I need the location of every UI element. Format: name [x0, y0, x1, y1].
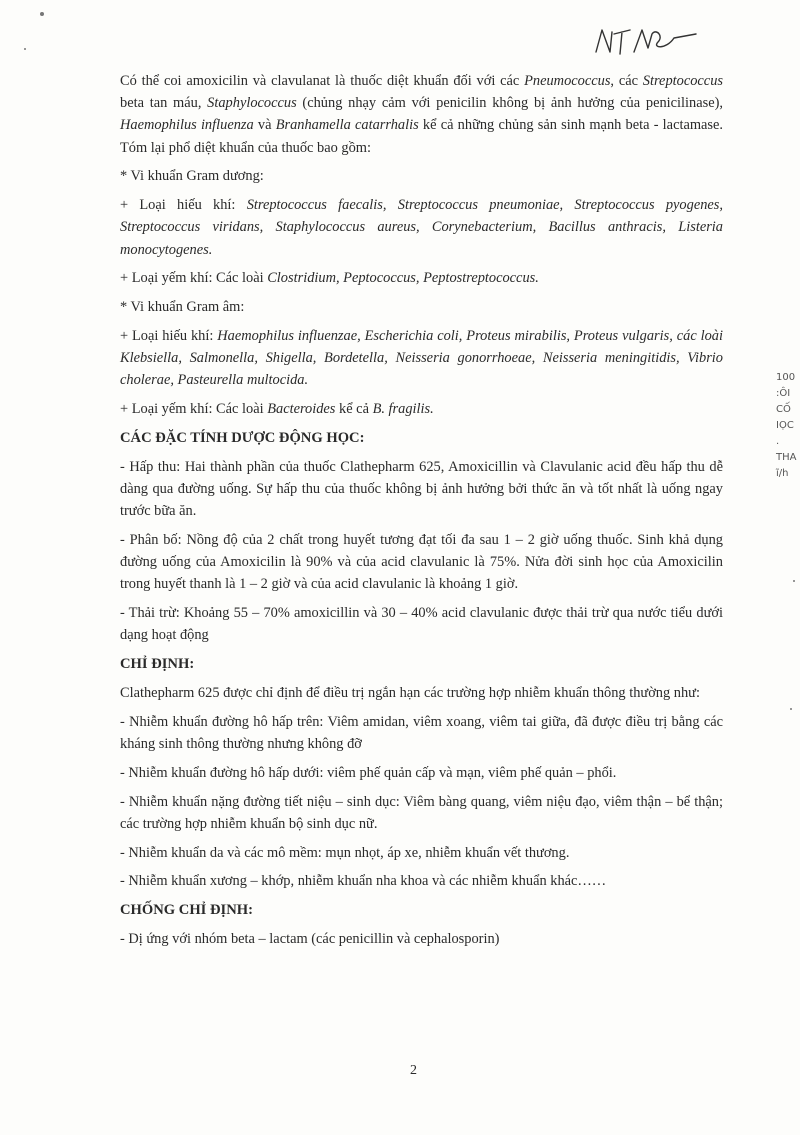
- italic-text: Branhamella catarrhalis: [275, 117, 419, 134]
- paragraph: [120, 325, 723, 392]
- text-run: CÁC ĐẶC TÍNH DƯỢC ĐỘNG HỌC:: [120, 430, 365, 446]
- text-run: beta tan máu,: [120, 95, 208, 112]
- text-run: kể cả những chủng sản sinh mạnh beta - lactamase. Tóm lại phổ diệt khuẩn của thuốc bao gồm:: [120, 117, 724, 156]
- text-run: kể cả: [335, 401, 373, 418]
- text-run: CHỈ ĐỊNH:: [120, 656, 195, 673]
- text-run: + Loại yếm khí: Các loài: [120, 270, 268, 287]
- text-run: Có thể coi amoxicilin và clavulanat là thuốc diệt khuẩn đối với các: [120, 73, 525, 89]
- scan-speck: [24, 48, 26, 50]
- text-run: - Phân bố: Nồng độ của 2 chất trong huyết tương đạt tối đa sau 1 – 2 giờ uống thuốc. Sinh khả dụng đường uống của Amoxicilin là 90% và của acid clavulanic là 75%. Nửa đời sinh học của Amoxicilin trong huyết thanh là 1 – 2 giờ và của acid clavulanic là khoảng 1 giờ.: [120, 532, 723, 593]
- paragraph: [120, 842, 723, 864]
- text-run: - Nhiễm khuẩn xương – khớp, nhiễm khuẩn nha khoa và các nhiễm khuẩn khác……: [120, 873, 607, 890]
- text-run: - Hấp thu: Hai thành phần của thuốc Clathepharm 625, Amoxicillin và Clavulanic acid đều hấp thu dễ dàng qua đường uống. Sự hấp thu của thuốc không bị ảnh hưởng bởi thức ăn và tốt nhất là uống ngay trước bữa ăn.: [120, 458, 723, 520]
- text-run: và: [253, 117, 276, 134]
- paragraph: [120, 194, 723, 261]
- text-run: (chủng nhạy cảm với penicilin không bị ảnh hưởng của penicilinase),: [296, 95, 723, 112]
- paragraph: [120, 682, 723, 704]
- italic-text: Haemophilus influenza: [120, 117, 254, 134]
- italic-text: Haemophilus influenzae, Escherichia coli, Proteus mirabilis, Proteus vulgaris, các loài Klebsiella, Salmonella, Shigella, Bordetella, Neisseria gonorrhoeae, Neisseria meningitidis, Vibrio cholerae, Pasteurella multocida.: [120, 328, 723, 389]
- paragraph: [120, 762, 723, 784]
- paragraph: [120, 602, 723, 646]
- paragraph: [120, 267, 723, 289]
- text-run: , các: [610, 73, 643, 89]
- margin-stamp-text: 100: [776, 372, 796, 383]
- paragraph: [120, 928, 723, 950]
- scan-speck: [40, 12, 44, 16]
- paragraph: [120, 70, 723, 159]
- text-run: + Loại hiếu khí:: [120, 328, 218, 344]
- text-run: CHỐNG CHỈ ĐỊNH:: [120, 902, 253, 919]
- margin-stamp-text: ĩ/h: [776, 468, 789, 479]
- paragraph: [120, 165, 723, 187]
- margin-stamp-text: CỐ: [776, 404, 791, 415]
- margin-stamp-text: THA: [776, 452, 797, 463]
- paragraph: [120, 296, 723, 318]
- text-run: - Dị ứng với nhóm beta – lactam (các penicillin và cephalosporin): [120, 930, 500, 947]
- paragraph: [120, 870, 723, 892]
- section-heading: [120, 899, 723, 921]
- text-run: * Vi khuẩn Gram dương:: [120, 168, 264, 185]
- italic-text: Staphylococcus: [207, 95, 297, 112]
- page-number: 2: [410, 1063, 417, 1078]
- section-heading: [120, 427, 723, 449]
- text-run: - Nhiễm khuẩn đường hô hấp dưới: viêm phế quản cấp và mạn, viêm phế quản – phổi.: [120, 764, 617, 781]
- italic-text: B. fragilis.: [372, 401, 434, 418]
- italic-text: Streptococcus: [642, 73, 723, 89]
- margin-stamp-text: IỌC: [776, 420, 794, 431]
- paragraph: [120, 791, 723, 835]
- paragraph: [120, 711, 723, 755]
- italic-text: Pneumococcus: [524, 73, 611, 89]
- handwritten-signature: [590, 22, 700, 62]
- text-run: - Thải trừ: Khoảng 55 – 70% amoxicillin và 30 – 40% acid clavulanic được thải trừ qua nước tiểu dưới dạng hoạt động: [120, 605, 723, 644]
- italic-text: Bacteroides: [267, 401, 336, 418]
- italic-text: Clostridium, Peptococcus, Peptostreptococcus.: [267, 270, 539, 287]
- document-body: [120, 70, 723, 950]
- text-run: * Vi khuẩn Gram âm:: [120, 299, 245, 316]
- margin-stamp-text: :ÔI: [776, 388, 791, 399]
- margin-stamp-text: .: [776, 436, 780, 447]
- text-run: - Nhiễm khuẩn nặng đường tiết niệu – sinh dục: Viêm bàng quang, viêm niệu đạo, viêm thận – bể thận; các trường hợp nhiễm khuẩn bộ sinh dục nữ.: [120, 793, 723, 832]
- text-run: + Loại hiếu khí:: [120, 197, 247, 214]
- scan-speck: [790, 708, 792, 710]
- paragraph: [120, 456, 723, 523]
- margin-stamp: [776, 370, 800, 482]
- text-run: + Loại yếm khí: Các loài: [120, 401, 268, 418]
- text-run: - Nhiễm khuẩn da và các mô mềm: mụn nhọt, áp xe, nhiễm khuẩn vết thương.: [120, 844, 570, 861]
- italic-text: Streptococcus faecalis, Streptococcus pneumoniae, Streptococcus pyogenes, Streptococcus viridans, Staphylococcus aureus, Corynebacterium, Bacillus anthracis, Listeria monocytogenes.: [120, 197, 723, 258]
- section-heading: [120, 653, 723, 675]
- text-run: Clathepharm 625 được chỉ định để điều trị ngắn hạn các trường hợp nhiễm khuẩn thông thường như:: [120, 685, 700, 701]
- paragraph: [120, 529, 723, 596]
- paragraph: [120, 398, 723, 420]
- text-run: - Nhiễm khuẩn đường hô hấp trên: Viêm amidan, viêm xoang, viêm tai giữa, đã được điều trị bằng các kháng sinh thông thường nhưng không đỡ: [120, 713, 723, 752]
- scan-speck: [793, 580, 795, 582]
